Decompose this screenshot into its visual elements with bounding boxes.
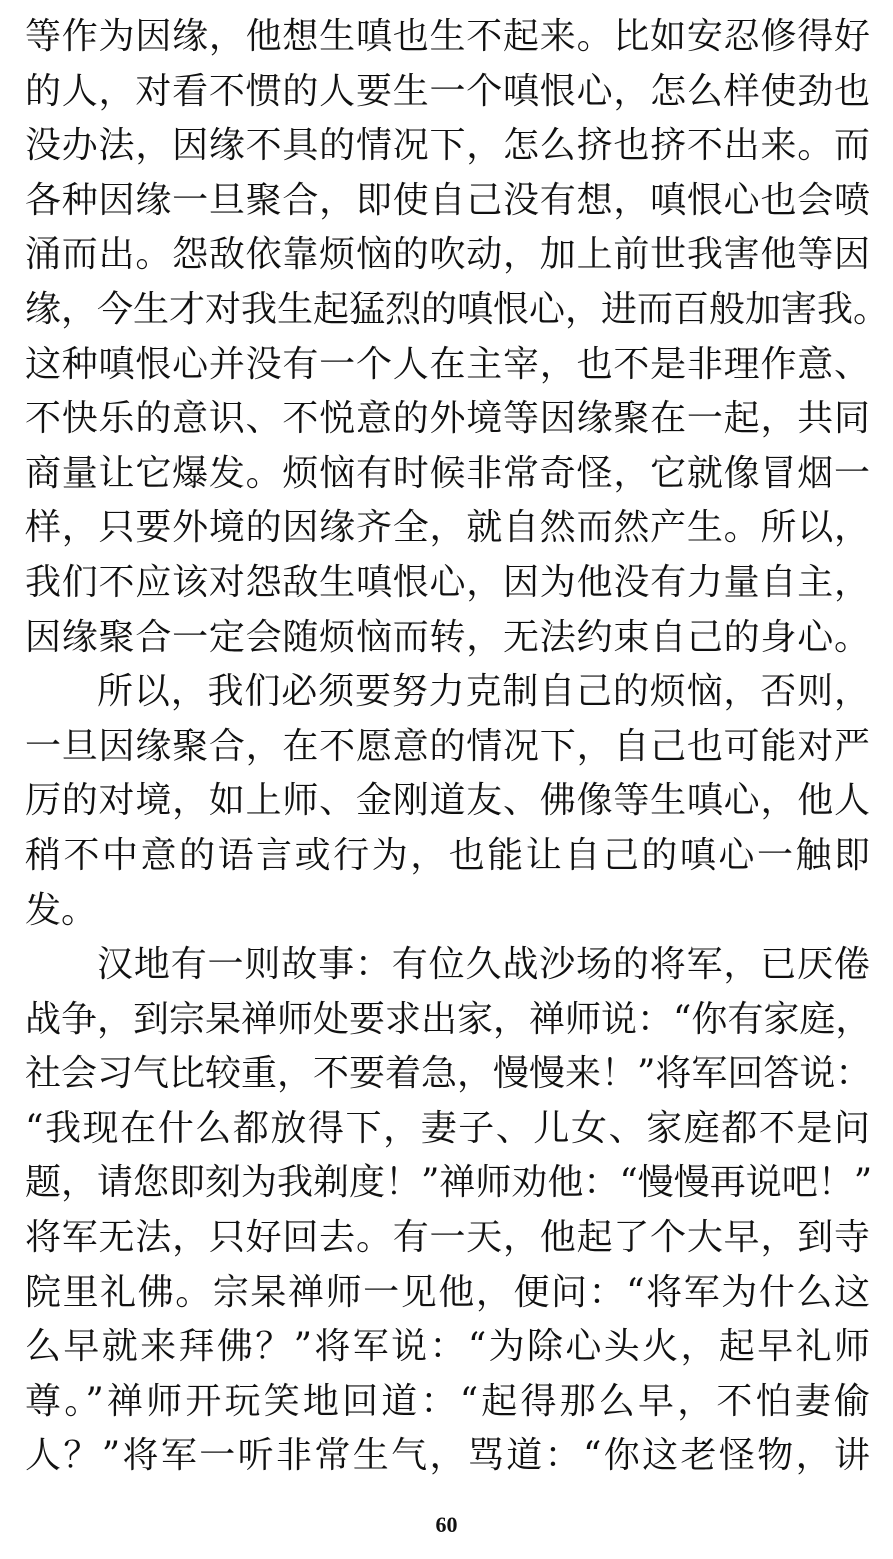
text-line: 稍不中意的语言或行为，也能让自己的嗔心一触即 [25, 834, 870, 876]
text-line: 缘，今生才对我生起猛烈的嗔恨心，进而百般加害我。 [25, 288, 890, 330]
text-line: 么早就来拜佛？”将军说：“为除心头火，起早礼师 [25, 1326, 870, 1368]
text-line: “我现在什么都放得下，妻子、儿女、家庭都不是问 [25, 1107, 870, 1149]
text-line: 汉地有一则故事：有位久战沙场的将军，已厌倦 [97, 944, 870, 986]
text-line: 发。 [25, 889, 98, 931]
paragraph-1 [25, 10, 890, 665]
text-line: 一旦因缘聚合，在不愿意的情况下，自己也可能对严 [25, 725, 870, 767]
text-line: 等作为因缘，他想生嗔也生不起来。比如安忍修得好 [25, 16, 870, 57]
text-line: 各种因缘一旦聚合，即使自己没有想，嗔恨心也会喷 [25, 179, 870, 221]
page-body [25, 10, 890, 1484]
text-line: 所以，我们必须要努力克制自己的烦恼，否则， [97, 671, 870, 713]
text-line: 的人，对看不惯的人要生一个嗔恨心，怎么样使劲也 [25, 70, 870, 112]
text-line: 这种嗔恨心并没有一个人在主宰，也不是非理作意、 [25, 343, 870, 385]
text-line: 因缘聚合一定会随烦恼而转，无法约束自己的身心。 [25, 616, 870, 658]
paragraph-2 [25, 665, 870, 938]
text-line: 涌而出。怨敌依靠烦恼的吹动，加上前世我害他等因 [25, 234, 870, 276]
text-line: 题，请您即刻为我剃度！”禅师劝他：“慢慢再说吧！” [25, 1162, 873, 1204]
text-line: 尊。”禅师开玩笑地回道：“起得那么早，不怕妻偷 [25, 1380, 870, 1422]
text-line: 我们不应该对怨敌生嗔恨心，因为他没有力量自主， [25, 561, 870, 603]
text-line: 没办法，因缘不具的情况下，怎么挤也挤不出来。而 [25, 125, 870, 167]
page-number: 60 [435, 1512, 458, 1537]
text-line: 社会习气比较重，不要着急，慢慢来！”将军回答说： [25, 1053, 872, 1095]
text-line: 厉的对境，如上师、金刚道友、佛像等生嗔心，他人 [25, 780, 870, 822]
text-line: 不快乐的意识、不悦意的外境等因缘聚在一起，共同 [25, 398, 870, 440]
text-line: 将军无法，只好回去。有一天，他起了个大早，到寺 [25, 1217, 870, 1259]
text-line: 战争，到宗杲禅师处要求出家，禅师说：“你有家庭， [25, 998, 872, 1040]
text-line: 院里礼佛。宗杲禅师一见他，便问：“将军为什么这 [25, 1271, 870, 1313]
text-line: 商量让它爆发。烦恼有时候非常奇怪，它就像冒烟一 [25, 452, 870, 494]
text-line: 样，只要外境的因缘齐全，就自然而然产生。所以， [25, 507, 870, 549]
paragraph-3 [25, 938, 873, 1484]
text-line: 人？”将军一听非常生气，骂道：“你这老怪物，讲 [25, 1435, 870, 1477]
